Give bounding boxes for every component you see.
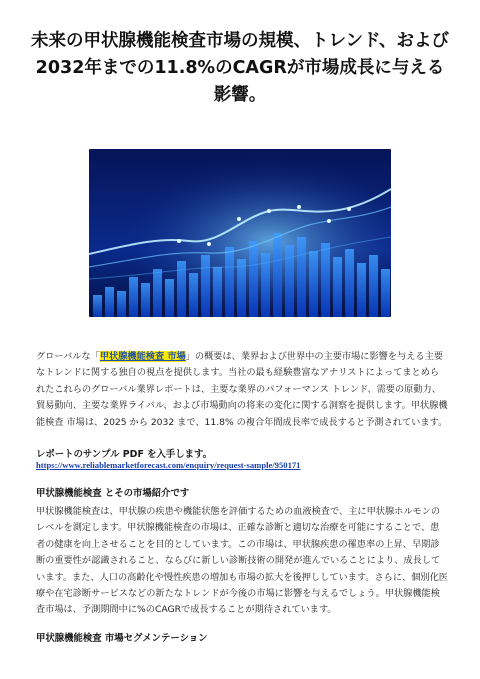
decor-bar [141,283,150,317]
decor-dot [267,209,271,213]
decor-bar [117,291,126,317]
market-chart-image [89,149,391,317]
decor-bar [189,273,198,317]
intro-paragraph [36,349,448,431]
decor-bar [165,279,174,317]
decor-bar [381,269,390,317]
decor-bar [153,269,162,317]
decor-bar [273,233,282,317]
section-heading-intro: 甲状腺機能検査 とその市場紹介です [36,488,190,499]
decor-bar [249,241,258,317]
decor-dot [347,207,351,211]
decor-bar [297,237,306,317]
sample-link[interactable]: https://www.reliablemarketforecast.com/enquiry/request-sample/950171 [36,460,301,470]
intro-body: 」の概要は、業界および世界中の主要市場に影響を与える主要なトレンドに関する独自の視点を提供します。当社の最も経験豊富なアナリストによってまとめられたこれらのグローバル業界レポートは、主要な業界のパフォーマンス トレンド、需要の原動力、貿易動向、主要な業界ライバル、および市場動向の将来の変化に関する洞察を提供します。甲状腺機能検査 市場は、2025 から 2032 まで、11.8% の複合年間成長率で成長すると予測されています。 [36,351,448,428]
decor-bar [321,243,330,317]
sample-label: レポートのサンプル PDF を入手します。 [36,449,212,460]
market-link[interactable]: 甲状腺機能検査 市場 [99,351,186,362]
section-heading-segmentation: 甲状腺機能検査 市場セグメンテーション [36,633,208,644]
decor-dot [237,217,241,221]
decor-bar [369,255,378,317]
section-paragraph: 甲状腺機能検査は、甲状腺の疾患や機能状態を評価するための血液検査で、主に甲状腺ホルモンのレベルを測定します。甲状腺機能検査の市場は、正確な診断と適切な治療を可能にすることで、患者の健康を向上させることを目的としています。この市場は、甲状腺疾患の罹患率の上昇、早期診断の重要性が認識されること、ならびに新しい診断技術の開発が進んでいることにより、成長しています。また、人口の高齢化や慢性疾患の増加も市場の拡大を後押ししています。さらに、個別化医療や在宅診断サービスなどの新たなトレンドが今後の市場に影響を与えるでしょう。甲状腺機能検査市場は、予測期間中に%のCAGRで成長することが期待されています。 [36,506,448,616]
decor-dot [207,242,211,246]
decor-bar [357,263,366,317]
hero-illustration [89,149,391,317]
decor-dot [327,219,331,223]
decor-bar [201,255,210,317]
decor-bar [285,245,294,317]
decor-bar [105,287,114,317]
decor-bar [93,295,102,317]
decor-dot [177,239,181,243]
page-title: 未来の甲状腺機能検査市場の規模、トレンド、および2032年までの11.8%のCAGRが市場成長に与える影響。 [31,31,449,105]
decor-bar [345,249,354,317]
decor-bar [333,257,342,317]
decor-bar [309,251,318,317]
intro-prefix: グローバルな「 [36,351,100,362]
decor-bar [129,277,138,317]
decor-bar [225,247,234,317]
decor-bar [213,267,222,317]
decor-dot [297,205,301,209]
decor-bar [237,259,246,317]
